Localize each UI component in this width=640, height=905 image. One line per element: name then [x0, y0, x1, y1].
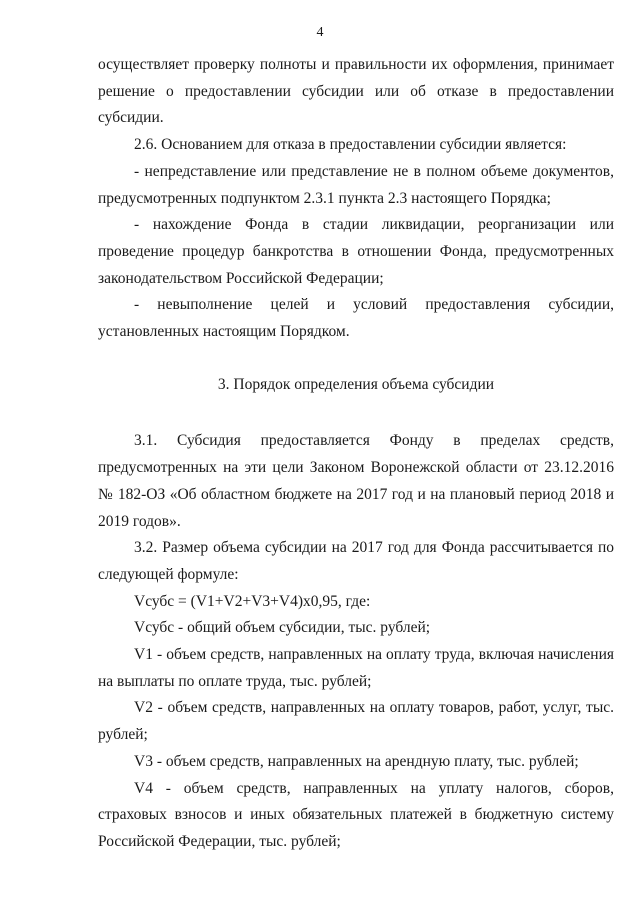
- paragraph-2-6: 2.6. Основанием для отказа в предоставлении субсидии является:: [134, 136, 567, 154]
- list-item-nonfulfillment: - невыполнение целей и условий предоставления субсидии, установленных настоящим Порядком.: [98, 296, 614, 341]
- paragraph-continuation: осуществляет проверку полноты и правильности их оформления, принимает решение о предоставлении субсидии или об отказе в предоставлении субсидии.: [98, 56, 614, 127]
- definition-v2: V2 - объем средств, направленных на оплату товаров, работ, услуг, тыс. рублей;: [98, 699, 614, 744]
- definition-v4: V4 - объем средств, направленных на уплату налогов, сборов, страховых взносов и иных обязательных платежей в бюджетную систему Российской Федерации, тыс. рублей;: [98, 779, 614, 850]
- definition-vsubs: Vсубс - общий объем субсидии, тыс. рублей;: [134, 619, 431, 637]
- list-item-documents: - непредставление или представление не в полном объеме документов, предусмотренных подпунктом 2.3.1 пункта 2.3 настоящего Порядка;: [98, 162, 614, 207]
- paragraph-3-1: 3.1. Субсидия предоставляется Фонду в пределах средств, предусмотренных на эти цели Законом Воронежской области от 23.12.2016 № 182-ОЗ «Об областном бюджете на 2017 год и на плановый период 2018 и 2019 годов».: [98, 432, 614, 530]
- definition-v3: V3 - объем средств, направленных на арендную плату, тыс. рублей;: [134, 752, 579, 770]
- document-body: [98, 52, 614, 856]
- list-item-liquidation: - нахождение Фонда в стадии ликвидации, реорганизации или проведение процедур банкротства в отношении Фонда, предусмотренных законодательством Российской Федерации;: [98, 216, 614, 287]
- section-heading: 3. Порядок определения объема субсидии: [217, 375, 495, 393]
- paragraph-3-2: 3.2. Размер объема субсидии на 2017 год для Фонда рассчитывается по следующей формуле:: [98, 539, 614, 583]
- formula: Vсубс = (V1+V2+V3+V4)x0,95, где:: [134, 592, 371, 610]
- definition-v1: V1 - объем средств, направленных на оплату труда, включая начисления на выплаты по оплате труда, тыс. рублей;: [98, 646, 614, 690]
- page-number: 4: [316, 25, 324, 40]
